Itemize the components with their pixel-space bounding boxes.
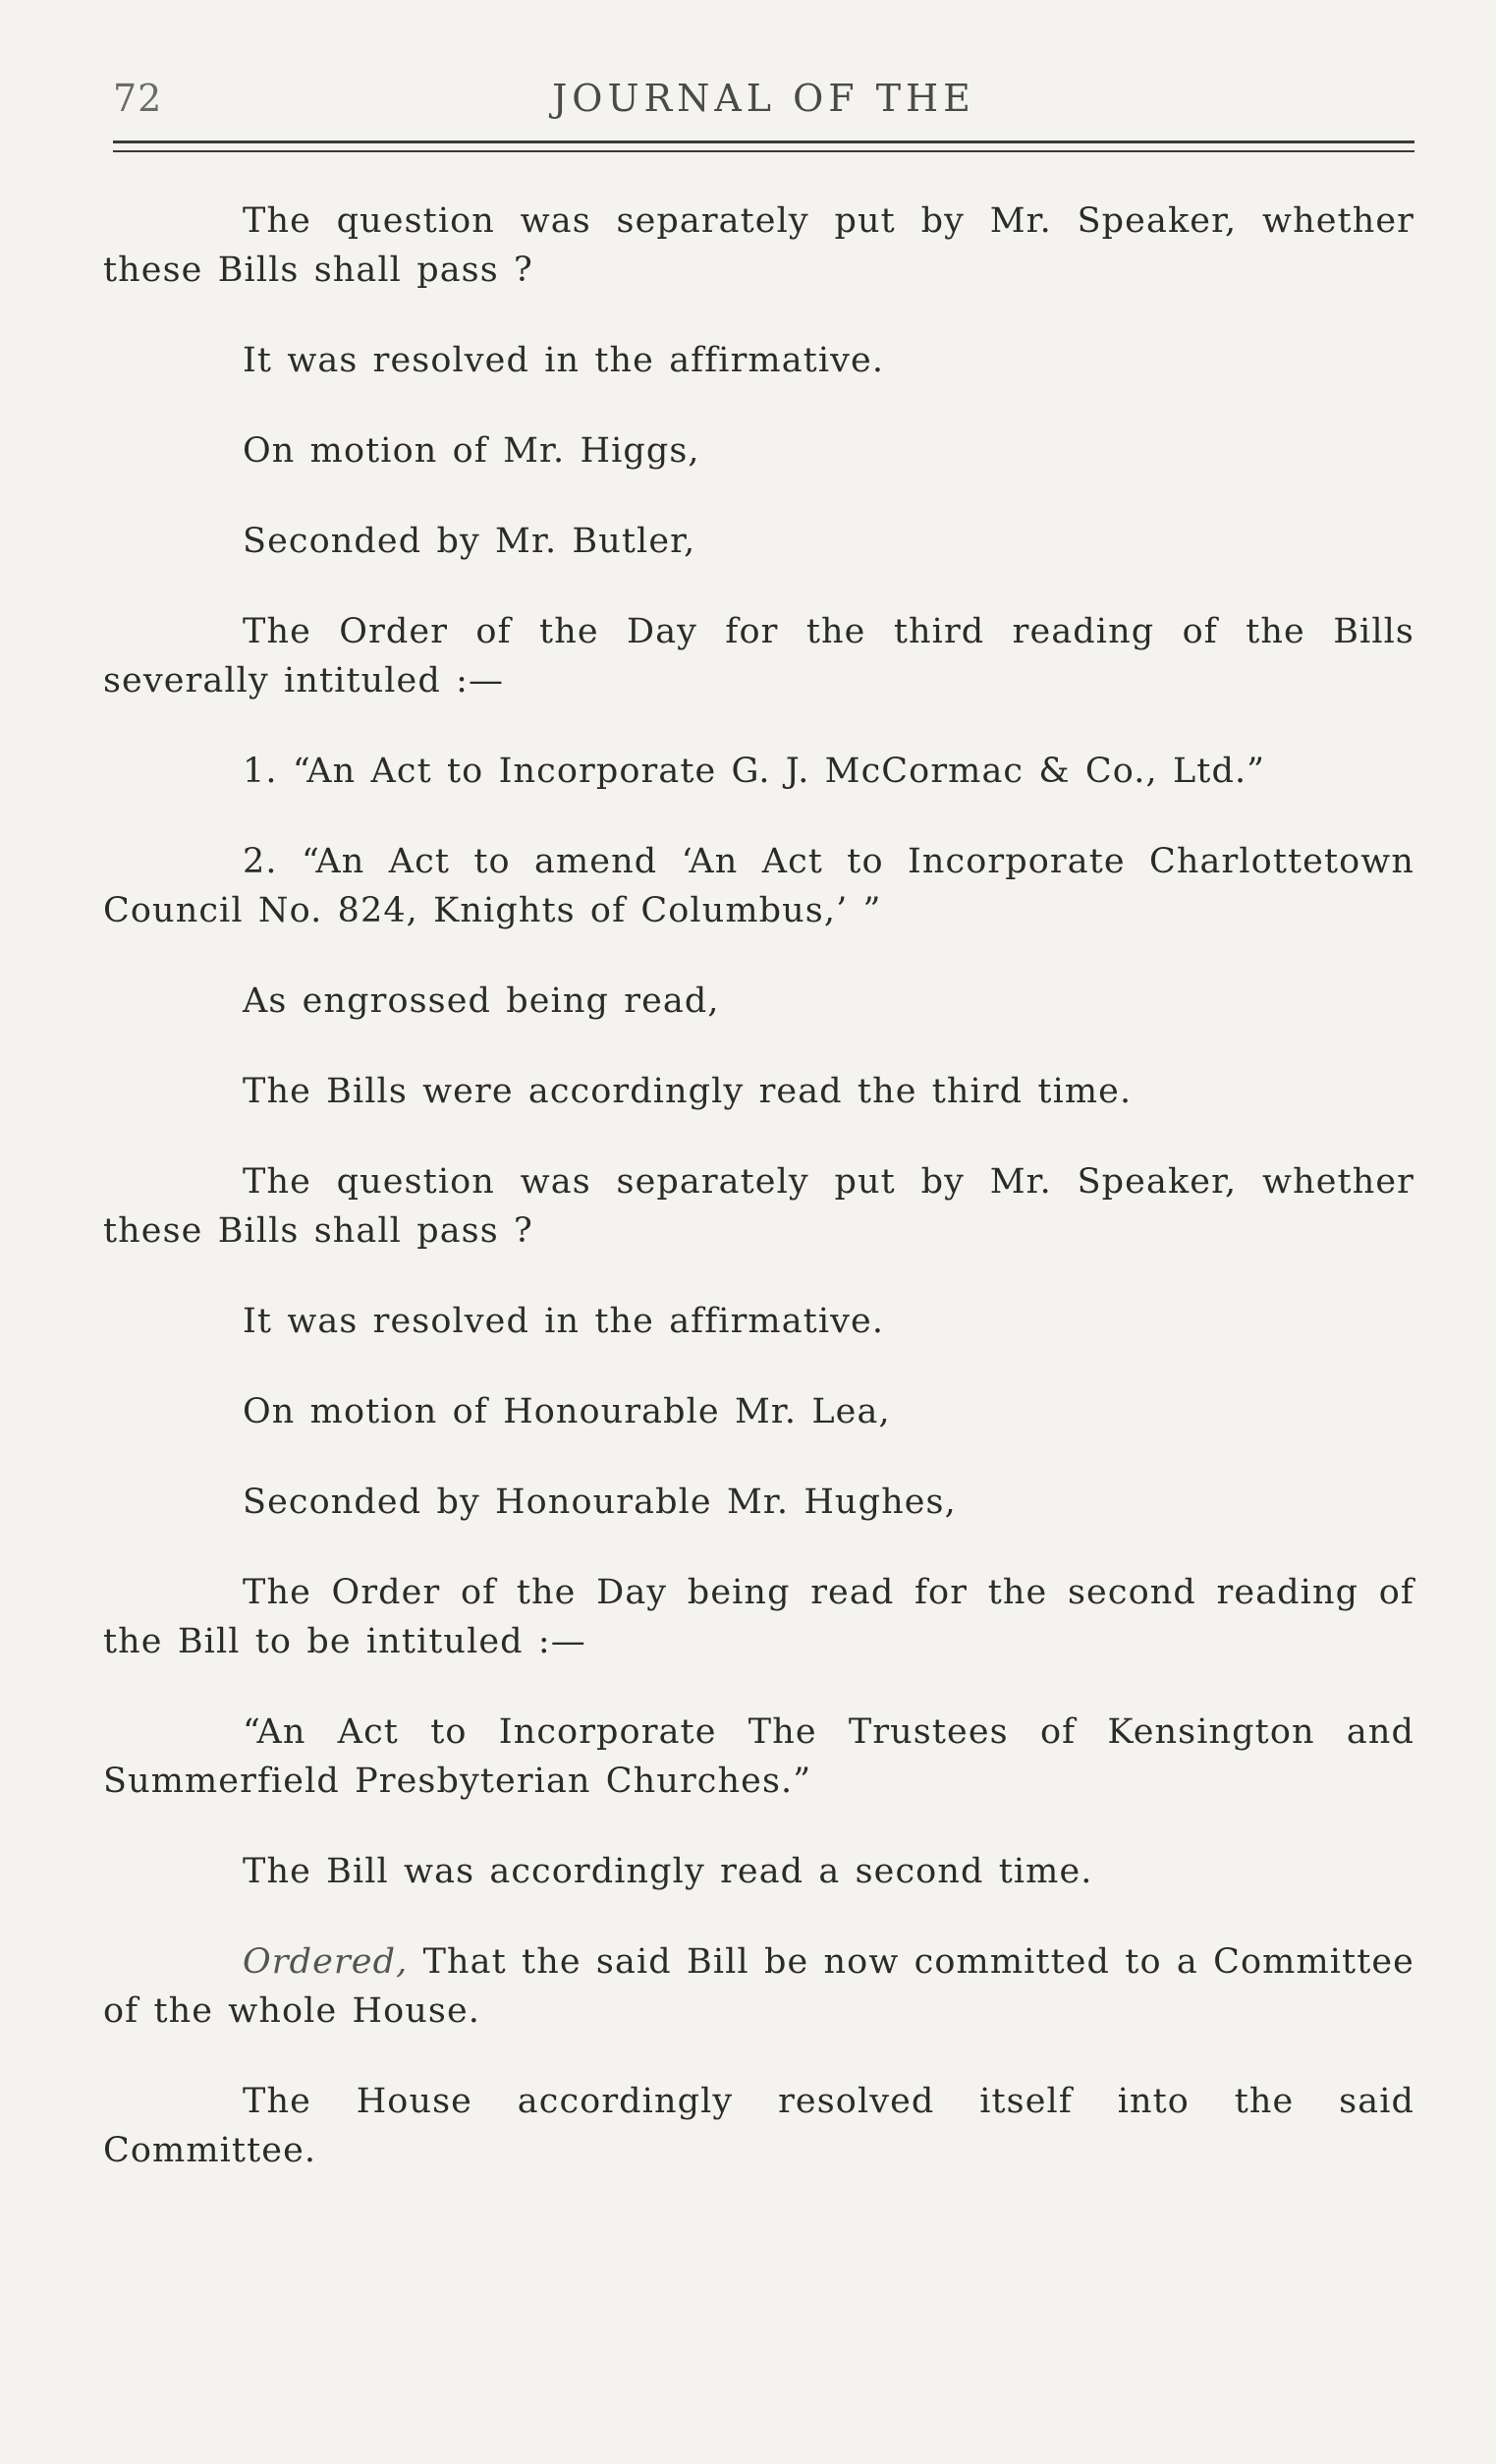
paragraph-order-third-reading: The Order of the Day for the third reading of the Bills severally intituled :— bbox=[103, 612, 1414, 700]
journal-body bbox=[103, 196, 1414, 2216]
page-header bbox=[113, 77, 1414, 136]
paragraph-seconded-2: Seconded by Honourable Mr. Hughes, bbox=[243, 1483, 957, 1522]
paragraph-question-1: The question was separately put by Mr. Speaker, whether these Bills shall pass ? bbox=[103, 201, 1414, 290]
ordered-text: That the said Bill be now committed to a Committee of the whole House. bbox=[103, 1942, 1414, 2031]
paragraph-ordered bbox=[103, 1937, 1414, 2036]
paragraph-bill-kensington: “An Act to Incorporate The Trustees of Kensington and Summerfield Presbyterian Churches.” bbox=[103, 1712, 1414, 1801]
ordered-italic: Ordered, bbox=[243, 1942, 409, 1982]
header-rule-top bbox=[113, 140, 1414, 143]
paragraph-bill-2: 2. “An Act to amend ‘An Act to Incorporate Charlottetown Council No. 824, Knights of Columbus,’ ” bbox=[103, 842, 1414, 930]
paragraph-order-second-reading: The Order of the Day being read for the second reading of the Bill to be intituled :— bbox=[103, 1573, 1414, 1661]
paragraph-engrossed: As engrossed being read, bbox=[243, 981, 720, 1021]
running-title: JOURNAL OF THE bbox=[552, 77, 975, 120]
paragraph-motion-1: On motion of Mr. Higgs, bbox=[243, 431, 700, 471]
paragraph-resolved-2: It was resolved in the affirmative. bbox=[243, 1302, 885, 1341]
paragraph-seconded-1: Seconded by Mr. Butler, bbox=[243, 522, 696, 561]
paragraph-resolved-1: It was resolved in the affirmative. bbox=[243, 341, 885, 380]
page-number: 72 bbox=[113, 77, 163, 120]
paragraph-bill-1: 1. “An Act to Incorporate G. J. McCormac & Co., Ltd.” bbox=[243, 752, 1266, 791]
paragraph-read-third-time: The Bills were accordingly read the third time. bbox=[243, 1072, 1133, 1111]
header-rule-bottom bbox=[113, 150, 1414, 152]
paragraph-question-2: The question was separately put by Mr. Speaker, whether these Bills shall pass ? bbox=[103, 1162, 1414, 1251]
paragraph-committee: The House accordingly resolved itself into the said Committee. bbox=[103, 2082, 1414, 2170]
paragraph-motion-2: On motion of Honourable Mr. Lea, bbox=[243, 1392, 891, 1431]
paragraph-read-second-time: The Bill was accordingly read a second time. bbox=[243, 1852, 1093, 1891]
